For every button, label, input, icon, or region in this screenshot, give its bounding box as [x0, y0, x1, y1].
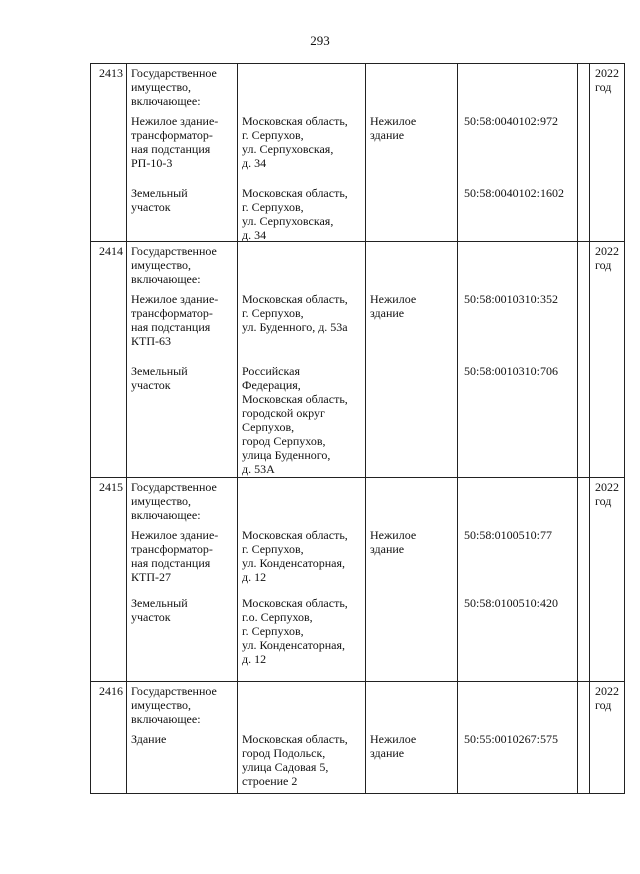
cadastral-number-cell — [458, 682, 578, 794]
object-name — [127, 186, 237, 214]
text-line: город Серпухов, — [242, 434, 326, 448]
text-line: КТП-63 — [131, 334, 171, 348]
text-line: ул. Серпуховская, — [242, 142, 334, 156]
entry-header — [127, 480, 237, 522]
entry-number: 2413 — [91, 64, 127, 242]
text-line: Нежилое — [370, 292, 417, 306]
text-line: здание — [370, 542, 405, 556]
text-line: город Подольск, — [242, 746, 326, 760]
entry-number: 2414 — [91, 242, 127, 478]
text-line: д. 53А — [242, 462, 275, 476]
object-type — [366, 292, 457, 320]
text-line: Земельный — [131, 596, 188, 610]
text-line: Земельный — [131, 186, 188, 200]
text-line: г. Серпухов, — [242, 128, 304, 142]
text-line: г. Серпухов, — [242, 200, 304, 214]
text-line: г. Серпухов, — [242, 542, 304, 556]
text-line: Государственное — [131, 66, 217, 80]
cadastral-number: 50:55:0010267:575 — [464, 732, 559, 746]
object-address — [238, 186, 365, 242]
text-line: городской округ — [242, 406, 325, 420]
text-line: Государственное — [131, 480, 217, 494]
text-line: Нежилое — [370, 528, 417, 542]
text-line: включающее: — [131, 508, 201, 522]
text-line: имущество, — [131, 258, 192, 272]
object-name-cell — [127, 64, 238, 242]
text-line: имущество, — [131, 698, 192, 712]
text-line: включающее: — [131, 712, 201, 726]
text-line: д. 12 — [242, 570, 267, 584]
text-line: участок — [131, 378, 171, 392]
text-line: трансформатор- — [131, 306, 213, 320]
entry-header — [127, 244, 237, 286]
table-row — [91, 242, 625, 478]
text-line: Нежилое здание- — [131, 114, 219, 128]
text-line: ул. Конденсаторная, — [242, 638, 345, 652]
text-line: г. Серпухов, — [242, 306, 304, 320]
empty-cell — [578, 64, 590, 242]
object-address-cell — [238, 242, 366, 478]
object-address — [238, 596, 365, 666]
text-line: Земельный — [131, 364, 188, 378]
text-line: г.о. Серпухов, — [242, 610, 313, 624]
text-line: Федерация, — [242, 378, 301, 392]
object-address — [238, 114, 365, 170]
empty-cell — [578, 682, 590, 794]
text-line: здание — [370, 746, 405, 760]
year-cell — [590, 242, 625, 478]
entry-header — [127, 684, 237, 726]
text-line: ул. Конденсаторная, — [242, 556, 345, 570]
text-line: трансформатор- — [131, 542, 213, 556]
entry-number: 2415 — [91, 478, 127, 682]
text-line: 2022 — [595, 480, 619, 494]
text-line: участок — [131, 610, 171, 624]
object-address-cell — [238, 64, 366, 242]
text-line: Московская область, — [242, 186, 348, 200]
object-address — [238, 528, 365, 584]
text-line: Государственное — [131, 244, 217, 258]
object-name — [127, 732, 237, 746]
text-line: Московская область, — [242, 528, 348, 542]
text-line: Московская область, — [242, 114, 348, 128]
object-address-cell — [238, 478, 366, 682]
cadastral-number: 50:58:0040102:1602 — [464, 186, 565, 200]
text-line: имущество, — [131, 494, 192, 508]
text-line: улица Буденного, — [242, 448, 331, 462]
text-line: ная подстанция — [131, 556, 211, 570]
text-line: ул. Серпуховская, — [242, 214, 334, 228]
object-name-cell — [127, 478, 238, 682]
cadastral-number-cell — [458, 478, 578, 682]
object-address — [238, 364, 365, 476]
text-line: Нежилое здание- — [131, 528, 219, 542]
text-line: 2022 — [595, 66, 619, 80]
text-line: ная подстанция — [131, 142, 211, 156]
text-line: включающее: — [131, 94, 201, 108]
text-line: Московская область, — [242, 596, 348, 610]
object-type-cell — [366, 64, 458, 242]
object-name-cell — [127, 682, 238, 794]
text-line: год — [595, 80, 612, 94]
table-row — [91, 682, 625, 794]
text-line: 2022 — [595, 244, 619, 258]
year-cell — [590, 682, 625, 794]
text-line: улица Садовая 5, — [242, 760, 329, 774]
object-name — [127, 528, 237, 584]
entry-number: 2416 — [91, 682, 127, 794]
text-line: Серпухов, — [242, 420, 295, 434]
text-line: строение 2 — [242, 774, 298, 788]
text-line: ная подстанция — [131, 320, 211, 334]
text-line: имущество, — [131, 80, 192, 94]
object-name — [127, 596, 237, 624]
cadastral-number: 50:58:0100510:77 — [464, 528, 553, 542]
text-line: д. 34 — [242, 228, 267, 242]
text-line: 2022 — [595, 684, 619, 698]
object-address — [238, 732, 365, 788]
table-row — [91, 478, 625, 682]
text-line: здание — [370, 306, 405, 320]
text-line: год — [595, 698, 612, 712]
text-line: ул. Буденного, д. 53а — [242, 320, 348, 334]
year-cell — [590, 64, 625, 242]
text-line: Российская — [242, 364, 300, 378]
cadastral-number: 50:58:0010310:706 — [464, 364, 559, 378]
object-type — [366, 114, 457, 142]
text-line: Нежилое — [370, 114, 417, 128]
cadastral-number: 50:58:0040102:972 — [464, 114, 559, 128]
text-line: Нежилое — [370, 732, 417, 746]
text-line: Здание — [131, 732, 167, 746]
cadastral-number-cell — [458, 242, 578, 478]
text-line: Нежилое здание- — [131, 292, 219, 306]
text-line: г. Серпухов, — [242, 624, 304, 638]
empty-cell — [578, 242, 590, 478]
object-type-cell — [366, 478, 458, 682]
object-address — [238, 292, 365, 334]
property-registry-table — [90, 63, 625, 794]
text-line: год — [595, 258, 612, 272]
year-cell — [590, 478, 625, 682]
text-line: Московская область, — [242, 732, 348, 746]
empty-cell — [578, 478, 590, 682]
page-number: 293 — [310, 33, 330, 48]
object-type — [366, 732, 457, 760]
cadastral-number-cell — [458, 64, 578, 242]
text-line: РП-10-3 — [131, 156, 173, 170]
object-type-cell — [366, 242, 458, 478]
text-line: д. 34 — [242, 156, 267, 170]
text-line: Государственное — [131, 684, 217, 698]
cadastral-number: 50:58:0010310:352 — [464, 292, 559, 306]
text-line: трансформатор- — [131, 128, 213, 142]
object-name — [127, 364, 237, 392]
object-name — [127, 292, 237, 348]
object-address-cell — [238, 682, 366, 794]
object-name-cell — [127, 242, 238, 478]
text-line: здание — [370, 128, 405, 142]
object-name — [127, 114, 237, 170]
object-type-cell — [366, 682, 458, 794]
text-line: включающее: — [131, 272, 201, 286]
text-line: год — [595, 494, 612, 508]
text-line: КТП-27 — [131, 570, 171, 584]
table-row — [91, 64, 625, 242]
entry-header — [127, 66, 237, 108]
object-type — [366, 528, 457, 556]
text-line: Московская область, — [242, 292, 348, 306]
text-line: участок — [131, 200, 171, 214]
cadastral-number: 50:58:0100510:420 — [464, 596, 559, 610]
text-line: д. 12 — [242, 652, 267, 666]
text-line: Московская область, — [242, 392, 348, 406]
